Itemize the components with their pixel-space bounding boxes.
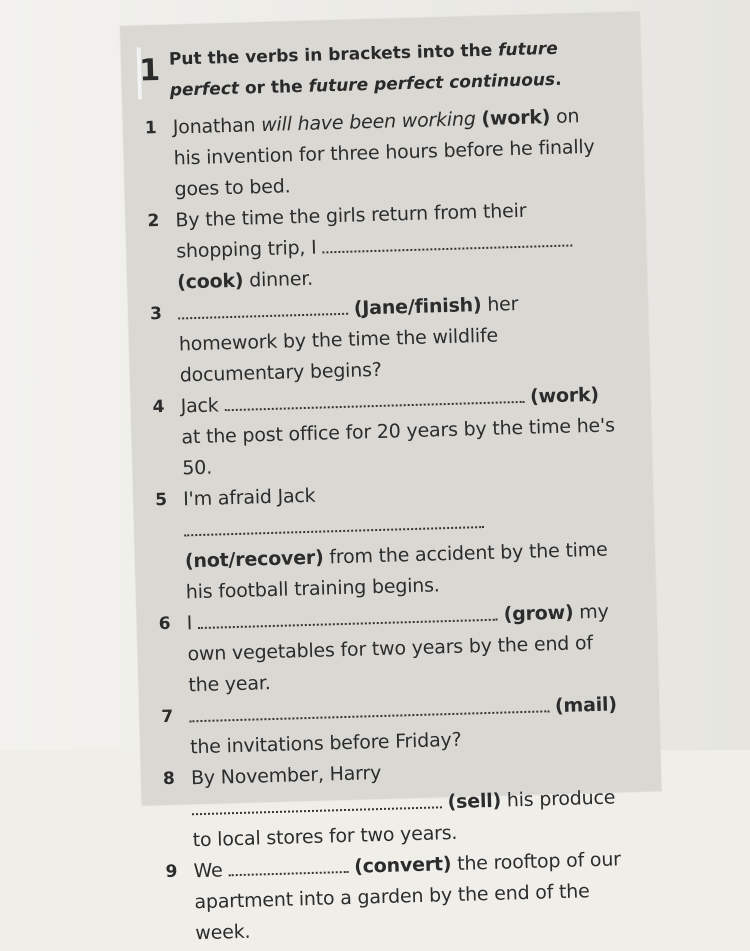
item-pre-text: By the time the girls return from their shopping trip, I [175, 199, 527, 263]
item-pre-text: Jonathan [172, 114, 262, 139]
item-number: 9 [165, 861, 178, 883]
item-post-text: her homework by the time the wildlife documentary begins? [178, 292, 519, 387]
item-pre-text: I [186, 612, 199, 635]
item-number: 6 [158, 613, 171, 635]
item-post-text: the rooftop of our apartment into a garden by the end of the week. [194, 848, 622, 945]
answer-blank[interactable] [192, 790, 442, 815]
item-verb: (work) [481, 106, 551, 130]
instruction-future-perfect: future perfect [169, 38, 559, 101]
item-verb: (cook) [176, 269, 244, 294]
exercise-item-9 [159, 844, 631, 950]
item-number: 2 [147, 210, 160, 232]
item-post-text: from the accident by the time his football training begins. [185, 538, 608, 604]
item-post-text: on his invention for three hours before he finally goes to bed. [173, 105, 595, 201]
item-pre-text: By November, Harry [190, 762, 382, 790]
item-verb: (grow) [503, 601, 574, 626]
answer-blank[interactable] [224, 385, 524, 411]
answer-blank[interactable] [322, 228, 572, 253]
exercise-item-3 [144, 286, 616, 392]
answer-blank[interactable] [184, 510, 484, 536]
item-number: 8 [162, 768, 175, 790]
item-pre-text: I'm afraid Jack [182, 484, 316, 511]
exercise-item-5 [149, 472, 622, 609]
item-verb: (Jane/finish) [353, 294, 482, 320]
exercise-item-6 [152, 596, 624, 702]
answer-blank[interactable] [178, 297, 348, 320]
item-number: 3 [149, 303, 162, 325]
item-number: 4 [152, 396, 165, 418]
exercise-item-2 [141, 193, 613, 299]
answer-blank[interactable] [198, 603, 498, 629]
item-verb: (sell) [447, 789, 502, 814]
item-number: 7 [161, 706, 174, 728]
exercise-number: 1 [138, 52, 161, 89]
instruction-prefix: Put the verbs in brackets into the [168, 40, 499, 70]
item-verb: (mail) [554, 693, 618, 718]
answer-blank[interactable] [228, 855, 348, 876]
exercise-item-4 [146, 379, 618, 485]
exercise-item-1 [138, 100, 610, 206]
item-post-text: the invitations before Friday? [189, 728, 462, 759]
item-pre-text: Jack [180, 394, 225, 418]
item-number: 5 [154, 489, 168, 511]
item-verb: (not/recover) [184, 546, 324, 573]
exercise-instruction [169, 32, 611, 106]
item-post-text: at the post office for 20 years by the time he's 50. [181, 414, 616, 480]
exercise-items [138, 100, 631, 950]
item-post-text: dinner. [243, 267, 314, 292]
item-post-text: my own vegetables for two years by the end of the year. [187, 600, 609, 697]
item-post-text: his produce to local stores for two years. [192, 786, 616, 852]
instruction-middle: or the [238, 76, 309, 99]
item-verb: (work) [529, 383, 600, 408]
item-pre-text: We [193, 859, 229, 883]
instruction-suffix: . [554, 69, 562, 90]
item-verb: (convert) [353, 853, 452, 878]
exercise-panel [120, 11, 662, 945]
item-answer: will have been working [260, 108, 476, 137]
exercise-item-8 [157, 751, 629, 857]
item-number: 1 [144, 118, 157, 139]
instruction-future-perfect-continuous: future perfect continuous [308, 69, 556, 97]
